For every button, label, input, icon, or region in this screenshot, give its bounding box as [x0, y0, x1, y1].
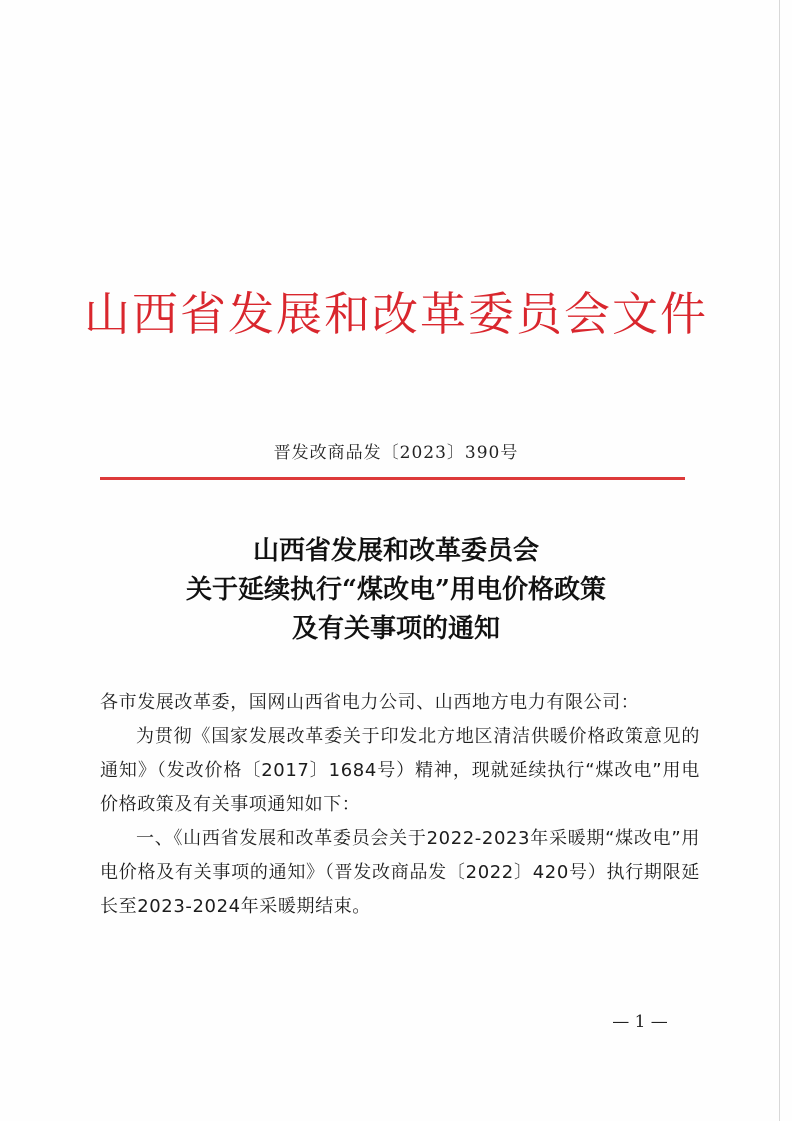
body-paragraph-1: 为贯彻《国家发展改革委关于印发北方地区清洁供暖价格政策意见的通知》（发改价格〔2017〕1684号）精神，现就延续执行“煤改电”用电价格政策及有关事项通知如下：	[100, 726, 700, 815]
issuing-organization-header: 山西省发展和改革委员会文件	[84, 287, 708, 341]
body-paragraph-2: 一、《山西省发展和改革委员会关于2022-2023年采暖期“煤改电”用电价格及有关事项的通知》（晋发改商品发〔2022〕420号）执行期限延长至2023-2024年采暖期结束。	[100, 828, 700, 917]
document-number: 晋发改商品发〔2023〕390号	[273, 443, 519, 463]
title-line-2: 关于延续执行“煤改电”用电价格政策	[186, 575, 606, 605]
page-number: — 1 —	[612, 1012, 668, 1032]
title-line-1: 山西省发展和改革委员会	[252, 536, 539, 566]
document-body	[100, 686, 700, 924]
document-title	[0, 532, 792, 649]
red-separator-rule	[100, 477, 685, 480]
title-line-3: 及有关事项的通知	[291, 614, 500, 644]
addressee-paragraph: 各市发展改革委，国网山西省电力公司、山西地方电力有限公司：	[100, 692, 640, 713]
